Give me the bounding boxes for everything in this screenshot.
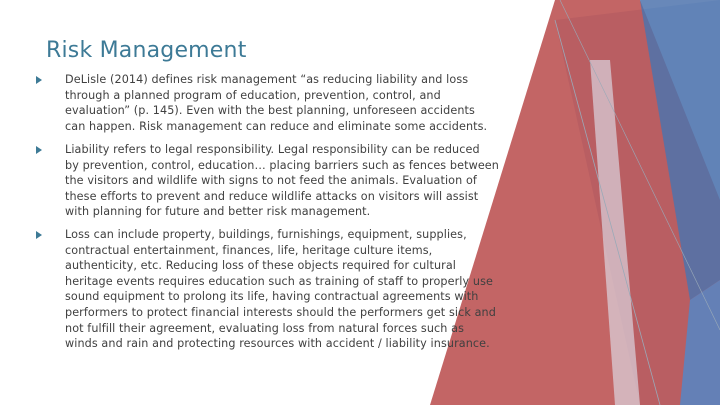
triangle-right-icon xyxy=(36,231,42,239)
bullet-text: Liability refers to legal responsibility. Legal responsibility can be reduced by prevention, control, education… placing barriers such as fences between the visitors and wildlife with signs to not feed the animals. Evaluation of these efforts to prevent and reduce wildlife attacks on visitors will assist with planning for future and better risk management. xyxy=(65,143,499,219)
triangle-right-icon xyxy=(36,76,42,84)
bullet-text: DeLisle (2014) defines risk management “as reducing liability and loss through a planned program of education, prevention, control, and evaluation” (p. 145). Even with the best planning, unforeseen accidents can happen. Risk management can reduce and eliminate some accidents. xyxy=(65,73,488,133)
triangle-right-icon xyxy=(36,146,42,154)
bullet-text: Loss can include property, buildings, furnishings, equipment, supplies, contractual entertainment, finances, life, heritage culture items, authenticity, etc. Reducing loss of these objects required for cultural heritage events requires education such as training of staff to properly use sound equipment to prolong its life, having contractual agreements with performers to protect financial interests should the performers get sick and not fulfill their agreement, evaluating loss from natural forces such as winds and rain and protecting resources with accident / liability insurance. xyxy=(65,228,496,351)
slide-title: Risk Management xyxy=(46,38,247,63)
